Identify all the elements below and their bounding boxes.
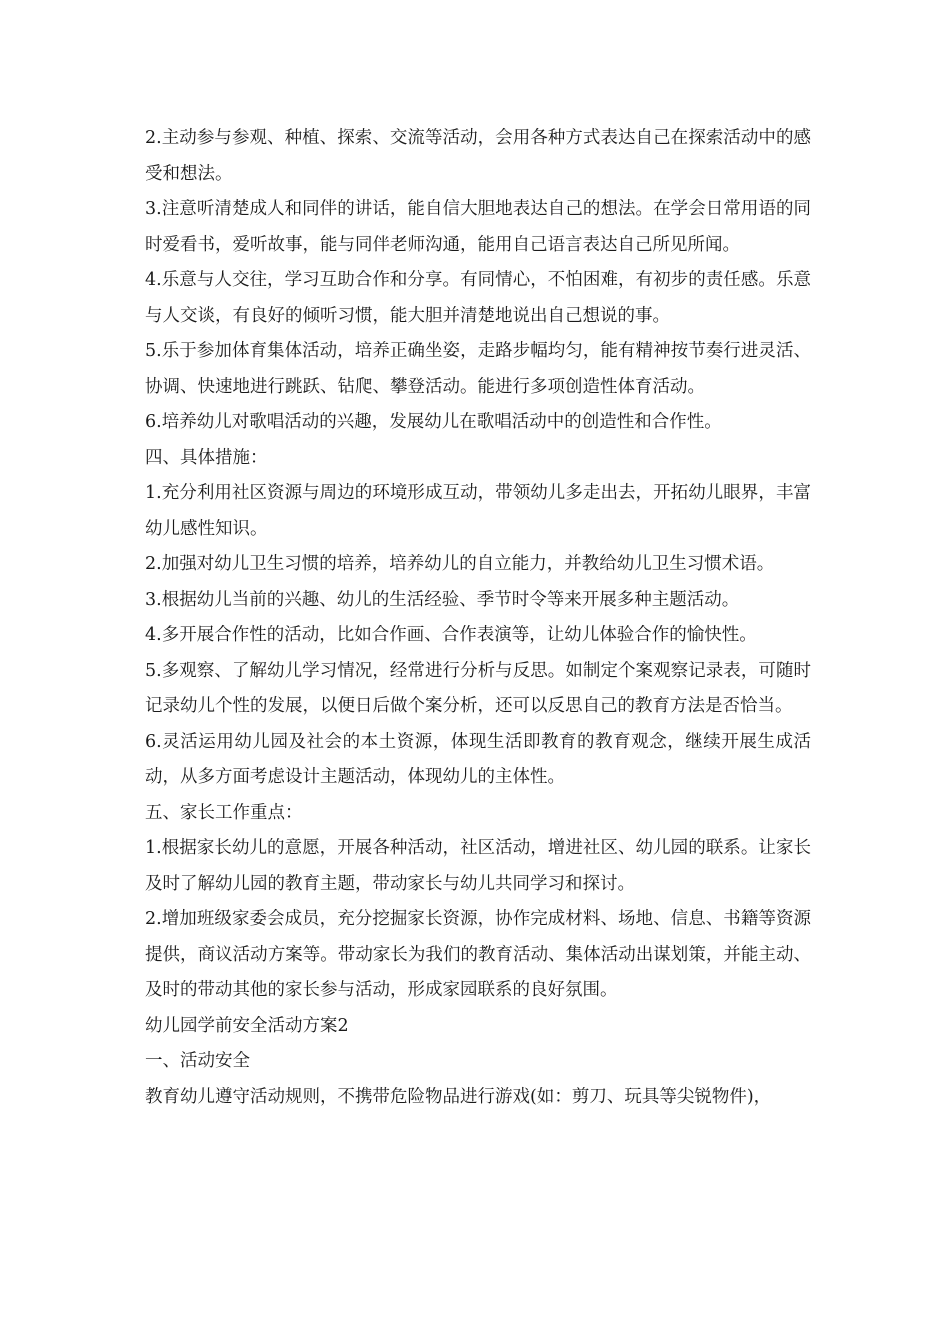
paragraph: 1.根据家长幼儿的意愿，开展各种活动，社区活动，增进社区、幼儿园的联系。让家长及时了解幼儿园的教育主题，带动家长与幼儿共同学习和探讨。	[145, 838, 811, 894]
paragraph: 6.灵活运用幼儿园及社会的本土资源，体现生活即教育的教育观念，继续开展生成活动，从多方面考虑设计主题活动，体现幼儿的主体性。	[145, 731, 811, 787]
paragraph: 4.多开展合作性的活动，比如合作画、合作表演等，让幼儿体验合作的愉快性。	[145, 625, 757, 645]
paragraph: 2.加强对幼儿卫生习惯的培养，培养幼儿的自立能力，并教给幼儿卫生习惯术语。	[145, 554, 775, 574]
paragraph: 6.培养幼儿对歌唱活动的兴趣，发展幼儿在歌唱活动中的创造性和合作性。	[145, 412, 722, 432]
paragraph: 1.充分利用社区资源与周边的环境形成互动，带领幼儿多走出去，开拓幼儿眼界，丰富幼儿感性知识。	[145, 483, 811, 539]
section-heading: 四、具体措施：	[145, 447, 268, 468]
paragraph: 4.乐意与人交往，学习互助合作和分享。有同情心，不怕困难，有初步的责任感。乐意与人交谈，有良好的倾听习惯，能大胆并清楚地说出自己想说的事。	[145, 270, 811, 326]
paragraph: 3.注意听清楚成人和同伴的讲话，能自信大胆地表达自己的想法。在学会日常用语的同时爱看书，爱听故事，能与同伴老师沟通，能用自己语言表达自己所见所闻。	[145, 199, 811, 255]
paragraph: 5.多观察、了解幼儿学习情况，经常进行分析与反思。如制定个案观察记录表，可随时记录幼儿个性的发展，以便日后做个案分析，还可以反思自己的教育方法是否恰当。	[145, 660, 811, 716]
paragraph: 教育幼儿遵守活动规则，不携带危险物品进行游戏(如：剪刀、玩具等尖锐物件)，	[145, 1086, 772, 1107]
paragraph: 2.增加班级家委会成员，充分挖掘家长资源，协作完成材料、场地、信息、书籍等资源提供，商议活动方案等。带动家长为我们的教育活动、集体活动出谋划策，并能主动、及时的带动其他的家长参与活动，形成家园联系的良好氛围。	[145, 909, 811, 1000]
section-heading: 五、家长工作重点：	[145, 802, 303, 823]
paragraph: 3.根据幼儿当前的兴趣、幼儿的生活经验、季节时令等来开展多种主题活动。	[145, 589, 740, 610]
document-title: 幼儿园学前安全活动方案2	[145, 1015, 349, 1036]
section-heading: 一、活动安全	[145, 1051, 250, 1071]
paragraph: 2.主动参与参观、种植、探索、交流等活动，会用各种方式表达自己在探索活动中的感受和想法。	[145, 128, 811, 184]
paragraph: 5.乐于参加体育集体活动，培养正确坐姿，走路步幅均匀，能有精神按节奏行进灵活、协调、快速地进行跳跃、钻爬、攀登活动。能进行多项创造性体育活动。	[145, 341, 811, 397]
document-body	[145, 121, 811, 1115]
